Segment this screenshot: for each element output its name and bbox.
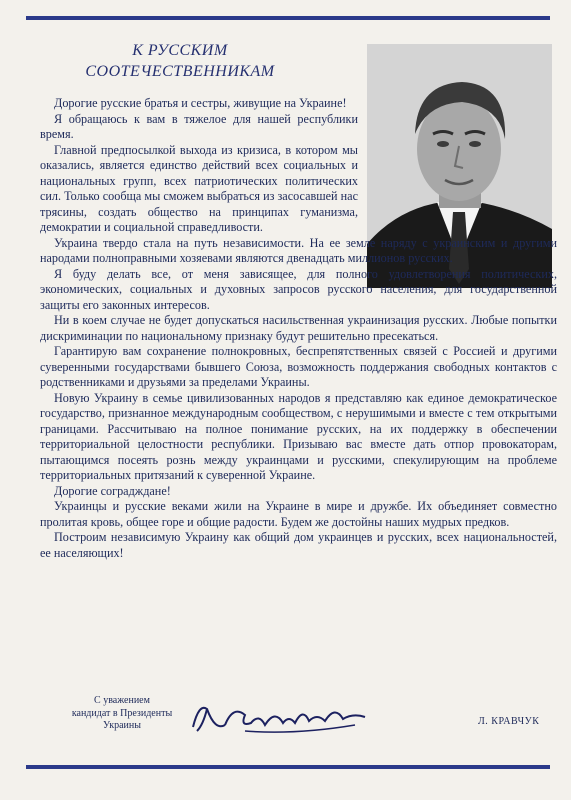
document-title — [70, 40, 290, 82]
paragraph-3: Главной предпосылкой выхода из кризиса, в котором мы оказались, является единство действий всех социальных и национальных групп, всех патриотических политических сил. Только сообща мы сможем выбраться из засосавшей нас трясины, создать общество на принципах гуманизма, демократии и социальной справедливости. — [40, 142, 358, 234]
closing-line-2: кандидат в Президенты — [71, 707, 173, 719]
signatory-name: Л. КРАВЧУК — [478, 716, 540, 727]
paragraph-2: Я обращаюсь к вам в тяжелое для нашей республики время. — [40, 111, 358, 141]
closing-block — [42, 695, 202, 733]
handwritten-signature — [185, 695, 385, 740]
paragraph-7: Гарантирую вам сохранение полнокровных, беспрепятственных связей с Россией и другими суверенными государствами бывшего Союза, возможность поддержания свободных контактов с родственниками и друзьями за пределами Украины. — [40, 344, 557, 389]
bottom-rule — [26, 765, 550, 769]
paragraph-9: Дорогие соградждане! — [54, 483, 171, 498]
paragraph-8: Новую Украину в семье цивилизованных народов я представляю как единое демократическое государство, признанное международным сообществом, с нерушимыми и вместе с тем открытыми границами. Рассчитываю на полное понимание русских, на их поддержку в обеспечении территориальной целостности республики. Призываю вас вместе дать отпор провокаторам, пытающимся посеять рознь между украинцами и русскими, спекулирующим на проблеме территориальных притязаний к суверенной Украине. — [40, 390, 557, 482]
paragraph-1: Дорогие русские братья и сестры, живущие на Украине! — [54, 96, 347, 110]
title-line-1: К РУССКИМ — [132, 42, 228, 59]
letter-body — [40, 96, 557, 561]
intro-paragraphs — [40, 96, 557, 236]
paragraph-10: Украинцы и русские веками жили на Украине в мире и дружбе. Их объединяет совместно пролитая кровь, общее горе и общие радости. Будем же достойны наших мудрых предков. — [40, 499, 557, 529]
closing-line-3: Украины — [103, 720, 141, 731]
paragraph-11: Построим независимую Украину как общий дом украинцев и русских, всех национальностей, ее населяющих! — [40, 530, 557, 560]
paragraph-5: Я буду делать все, от меня зависящее, для полного удовлетворения политических, экономических, социальных и духовных запросов русского населения, для государственной защиты его законных интересов. — [40, 266, 557, 312]
paragraph-4: Украина твердо стала на путь независимости. На ее земле наряду с украинским и другими народами полноправными хозяевами являются двенадцать миллионов русских. — [40, 235, 557, 265]
paragraph-6: Ни в коем случае не будет допускаться насильственная украинизация русских. Любые попытки дискриминации по национальному признаку будут решительно пресекаться. — [40, 313, 557, 343]
top-rule — [26, 16, 550, 20]
title-line-2: СООТЕЧЕСТВЕННИКАМ — [85, 63, 275, 80]
closing-line-1: С уважением — [94, 695, 150, 706]
